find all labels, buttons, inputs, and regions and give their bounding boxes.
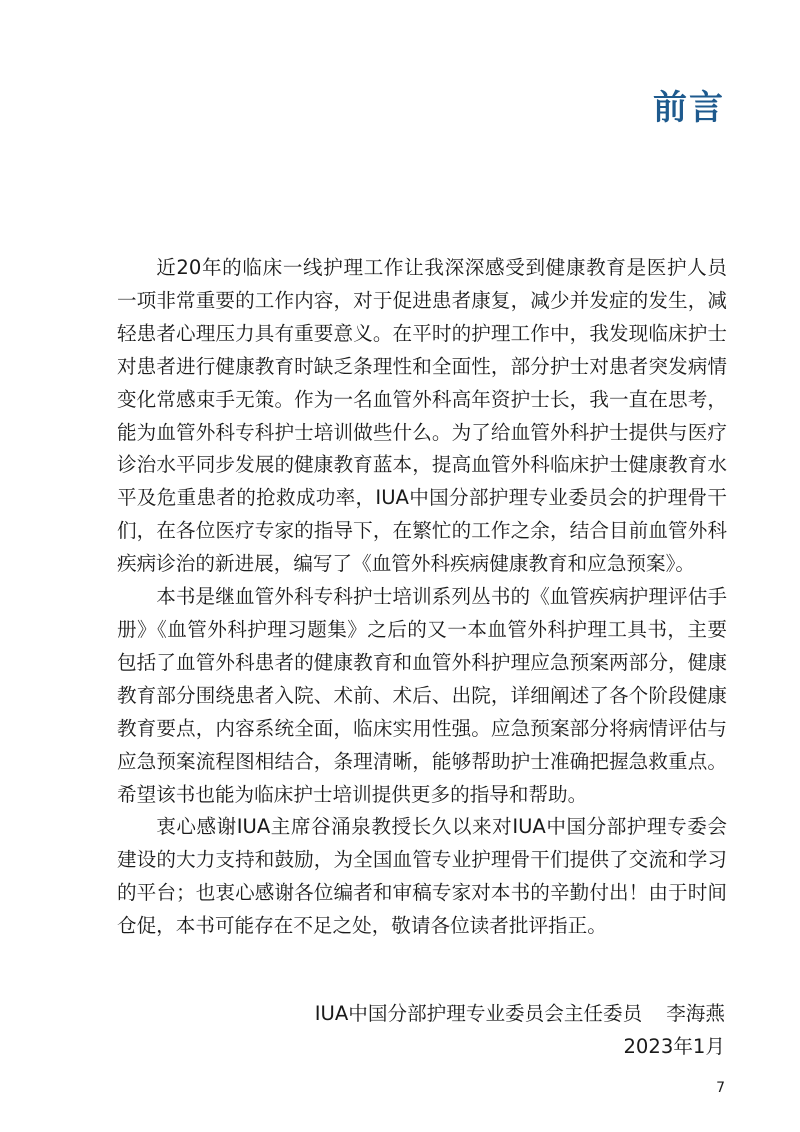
paragraph: 近20年的临床一线护理工作让我深深感受到健康教育是医护人员一项非常重要的工作内容，对于促进患者康复，减少并发症的发生，减轻患者心理压力具有重要意义。在平时的护理工作中，我发现临床护士对患者进行健康教育时缺乏条理性和全面性，部分护士对患者突发病情变化常感束手无策。作为一名血管外科高年资护士长，我一直在思考，能为血管外科专科护士培训做些什么。为了给血管外科护士提供与医疗诊治水平同步发展的健康教育蓝本，提高血管外科临床护士健康教育水平及危重患者的抢救成功率，IUA中国分部护理专业委员会的护理骨干们，在各位医疗专家的指导下，在繁忙的工作之余，结合目前血管外科疾病诊治的新进展，编写了《血管外科疾病健康教育和应急预案》。 [117,256,727,576]
signature-date: 2023年1月 [623,1035,725,1058]
paragraph: 衷心感谢IUA主席谷涌泉教授长久以来对IUA中国分部护理专委会建设的大力支持和鼓励，为全国血管专业护理骨干们提供了交流和学习的平台；也衷心感谢各位编者和审稿专家对本书的辛勤付出！由于时间仓促，本书可能存在不足之处，敬请各位读者批评指正。 [117,815,727,938]
signature-block [315,997,725,1063]
signature-organization: IUA中国分部护理专业委员会主任委员 [314,1002,643,1025]
page-title: 前言 [653,88,725,128]
signature-line [315,997,725,1030]
signature-name: 李海燕 [666,1002,725,1025]
page-number: 7 [716,1080,725,1096]
preface-body [117,252,727,943]
paragraph: 本书是继血管外科专科护士培训系列丛书的《血管疾病护理评估手册》《血管外科护理习题集》之后的又一本血管外科护理工具书，主要包括了血管外科患者的健康教育和血管外科护理应急预案两部分，健康教育部分围绕患者入院、术前、术后、出院，详细阐述了各个阶段健康教育要点，内容系统全面，临床实用性强。应急预案部分将病情评估与应急预案流程图相结合，条理清晰，能够帮助护士准确把握急救重点。希望该书也能为临床护士培训提供更多的指导和帮助。 [117,585,727,806]
